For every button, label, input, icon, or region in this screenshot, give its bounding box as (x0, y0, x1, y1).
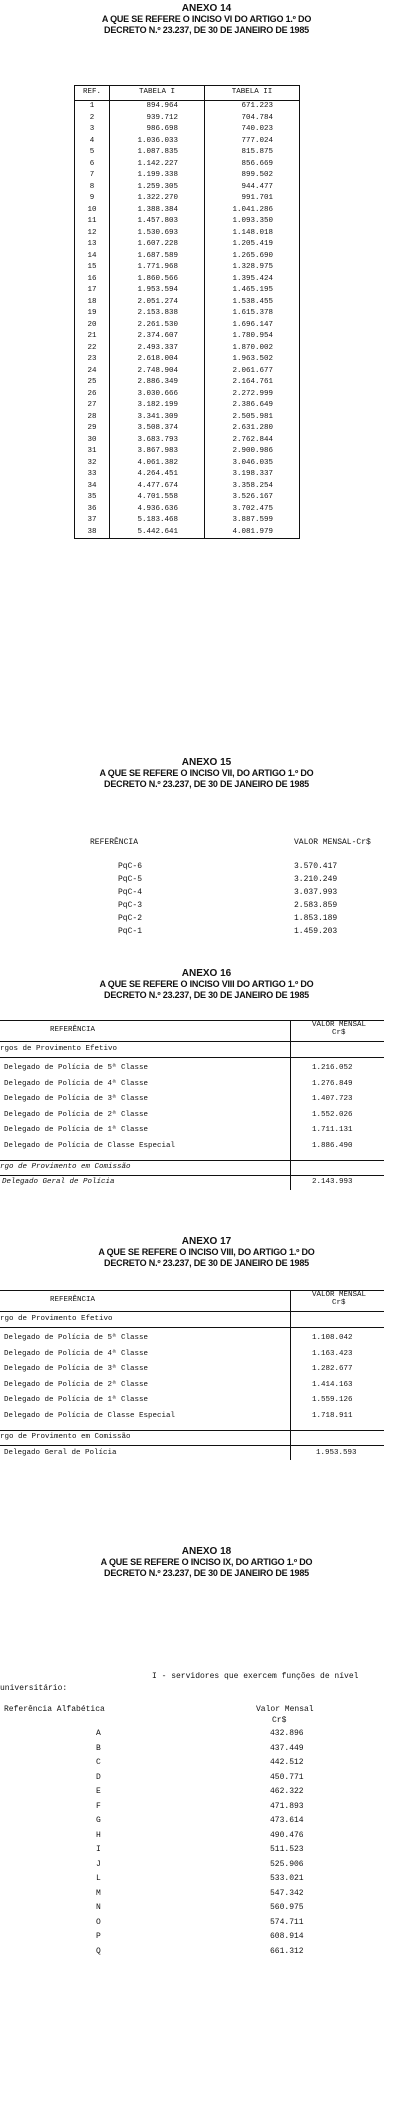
list-item-letter: J (96, 1859, 101, 1869)
table-row-label: Delegado de Polícia de 3ª Classe (4, 1365, 149, 1373)
tabela-1-cell: 1.322.270 (110, 193, 205, 205)
tabela-2-cell: 1.093.350 (205, 216, 300, 228)
table-row (75, 492, 300, 504)
list-item-valor: 462.322 (270, 1787, 304, 1796)
table-row-value: 1.711.131 (312, 1126, 353, 1134)
tabela-1-cell: 2.374.607 (110, 331, 205, 343)
anexo17-commission-value: 1.953.593 (316, 1449, 357, 1457)
tabela-2-cell: 1.963.502 (205, 354, 300, 366)
table-row (75, 446, 300, 458)
tabela-2-cell: 815.875 (205, 147, 300, 159)
table-row (75, 113, 300, 125)
list-item-valor: 1.459.203 (294, 927, 338, 936)
table-row (75, 481, 300, 493)
ref-cell: 13 (75, 239, 110, 251)
anexo18-intro-2: universitário: (0, 1684, 68, 1693)
ref-cell: 3 (75, 124, 110, 136)
table-row (75, 515, 300, 527)
table-row (75, 400, 300, 412)
table-row (75, 285, 300, 297)
table-row (75, 366, 300, 378)
tabela-2-cell: 1.265.690 (205, 251, 300, 263)
tabela-2-cell: 3.198.337 (205, 469, 300, 481)
list-item-valor: 473.614 (270, 1816, 304, 1825)
table-row (75, 124, 300, 136)
ref-cell: 20 (75, 320, 110, 332)
table-row-value: 1.414.163 (312, 1380, 353, 1389)
tabela-2-cell: 2.272.999 (205, 389, 300, 401)
list-item-valor: 547.342 (270, 1888, 304, 1898)
list-item-referencia: PqC-2 (118, 914, 143, 923)
tabela-2-cell: 2.762.844 (205, 435, 300, 447)
anexo15-heading (0, 757, 413, 790)
table-row-label: Delegado de Polícia de 5ª Classe (4, 1334, 149, 1342)
tabela-1-cell: 2.153.838 (110, 308, 205, 320)
ref-cell: 29 (75, 423, 110, 435)
table-row (75, 423, 300, 435)
anexo17-section-comissao: rgo de Provimento em Comissão (0, 1433, 131, 1441)
anexo18-subtitle-2: DECRETO N.º 23.237, DE 30 DE JANEIRO DE 1985 (104, 1568, 309, 1578)
table-row (75, 216, 300, 228)
tabela-2-cell: 1.696.147 (205, 320, 300, 332)
anexo18-heading (0, 1546, 413, 1579)
tabela-1-cell: 2.261.530 (110, 320, 205, 332)
anexo17-commission-label: Delegado Geral de Polícia (4, 1449, 117, 1457)
ref-cell: 16 (75, 274, 110, 286)
list-item-valor: 560.975 (270, 1903, 304, 1912)
tabela-1-cell: 1.953.594 (110, 285, 205, 297)
anexo16-commission-label: Delegado Geral de Polícia (2, 1178, 115, 1186)
list-item-letter: L (96, 1874, 101, 1883)
ref-cell: 24 (75, 366, 110, 378)
ref-cell: 33 (75, 469, 110, 481)
tabela-2-cell: 1.465.195 (205, 285, 300, 297)
list-item-valor: 471.893 (270, 1801, 304, 1811)
anexo16-heading (0, 968, 413, 1001)
tabela-1-cell: 3.182.199 (110, 400, 205, 412)
tabela-1-cell: 5.442.641 (110, 527, 205, 539)
ref-cell: 25 (75, 377, 110, 389)
ref-cell: 22 (75, 343, 110, 355)
tabela-1-cell: 2.493.337 (110, 343, 205, 355)
ref-cell: 18 (75, 297, 110, 309)
tabela-1-cell: 939.712 (110, 113, 205, 125)
table-row (75, 205, 300, 217)
tabela-2-cell: 2.631.280 (205, 423, 300, 435)
list-item-letter: N (96, 1903, 101, 1912)
tabela-1-cell: 894.964 (110, 101, 205, 113)
tabela-1-cell: 1.771.968 (110, 262, 205, 274)
anexo15-subtitle-2: DECRETO N.º 23.237, DE 30 DE JANEIRO DE 1985 (104, 779, 309, 789)
tabela-2-cell: 2.164.761 (205, 377, 300, 389)
tabela-1-cell: 4.061.382 (110, 458, 205, 470)
tabela-1-cell: 3.030.666 (110, 389, 205, 401)
anexo17-title: ANEXO 17 (181, 1236, 232, 1247)
table-row-label: Delegado de Polícia de Classe Especial (4, 1411, 176, 1420)
tabela-2-cell: 671.223 (205, 101, 300, 113)
list-item-valor: 432.896 (270, 1729, 304, 1738)
tabela-1-cell: 1.607.228 (110, 239, 205, 251)
tabela-1-cell: 1.259.305 (110, 182, 205, 194)
list-item-letter: P (96, 1932, 101, 1941)
tabela-1-cell: 4.264.451 (110, 469, 205, 481)
tabela-1-cell: 986.698 (110, 124, 205, 136)
list-item-letter: O (96, 1917, 101, 1927)
tabela-1-cell: 1.036.033 (110, 136, 205, 148)
tabela-1-cell: 5.183.468 (110, 515, 205, 527)
list-item-valor: 574.711 (270, 1917, 304, 1927)
table-row-value: 1.718.911 (312, 1411, 353, 1420)
ref-cell: 35 (75, 492, 110, 504)
ref-cell: 38 (75, 527, 110, 539)
table-row (75, 331, 300, 343)
tabela-1-cell: 1.388.384 (110, 205, 205, 217)
tabela-2-cell: 1.041.286 (205, 205, 300, 217)
list-item-valor: 442.512 (270, 1758, 304, 1767)
anexo14-heading (0, 3, 413, 36)
tabela-1-cell: 1.530.693 (110, 228, 205, 240)
anexo17-section-efetivo: rgo de Provimento Efetivo (0, 1315, 113, 1323)
list-item-valor: 661.312 (270, 1946, 304, 1956)
table-row-value: 1.163.423 (312, 1349, 353, 1358)
anexo14-table (74, 85, 300, 539)
table-row-label: Delegado de Polícia de 1ª Classe (4, 1126, 149, 1134)
tabela-2-cell: 1.328.975 (205, 262, 300, 274)
tabela-2-cell: 3.358.254 (205, 481, 300, 493)
anexo18-intro-1: I - servidores que exercem funções de nível (152, 1672, 359, 1681)
table-row (75, 101, 300, 113)
tabela-2-cell: 1.395.424 (205, 274, 300, 286)
table-row (75, 504, 300, 516)
list-item-valor: 511.523 (270, 1845, 304, 1854)
anexo18-col-valor: Valor Mensal (256, 1705, 314, 1714)
anexo15-col-valor: VALOR MENSAL-Cr$ (294, 838, 371, 847)
ref-cell: 23 (75, 354, 110, 366)
tabela-2-cell: 1.538.455 (205, 297, 300, 309)
tabela-1-cell: 3.508.374 (110, 423, 205, 435)
list-item-valor: 3.210.249 (294, 875, 338, 884)
ref-cell: 31 (75, 446, 110, 458)
table-row-label: Delegado de Polícia de 3ª Classe (4, 1095, 149, 1103)
tabela-2-cell: 899.502 (205, 170, 300, 182)
tabela-1-cell: 2.886.349 (110, 377, 205, 389)
col-header-ref: REF. (75, 86, 110, 101)
anexo16-subtitle-2: DECRETO N.º 23.237, DE 30 DE JANEIRO DE 1985 (104, 990, 309, 1000)
ref-cell: 27 (75, 400, 110, 412)
table-row-value: 1.282.677 (312, 1365, 353, 1373)
table-row-value: 1.559.126 (312, 1396, 353, 1404)
ref-cell: 8 (75, 182, 110, 194)
list-item-letter: A (96, 1729, 101, 1738)
anexo14-subtitle-1: A QUE SE REFERE O INCISO VI DO ARTIGO 1.º DO (101, 14, 312, 24)
table-row-value: 1.886.490 (312, 1141, 353, 1150)
table-row-value: 1.407.723 (312, 1095, 353, 1103)
list-item-letter: C (96, 1758, 101, 1767)
list-item-valor: 437.449 (270, 1743, 304, 1753)
list-item-letter: B (96, 1743, 101, 1753)
list-item-valor: 3.570.417 (294, 862, 338, 871)
list-item-valor: 533.021 (270, 1874, 304, 1883)
tabela-1-cell: 4.936.636 (110, 504, 205, 516)
table-row (75, 343, 300, 355)
tabela-2-cell: 3.526.167 (205, 492, 300, 504)
ref-cell: 28 (75, 412, 110, 424)
table-row-value: 1.276.849 (312, 1079, 353, 1088)
list-item-letter: F (96, 1801, 101, 1811)
table-row (75, 228, 300, 240)
list-item-valor: 525.906 (270, 1859, 304, 1869)
tabela-2-cell: 856.669 (205, 159, 300, 171)
table-row-label: Delegado de Polícia de 5ª Classe (4, 1064, 149, 1072)
col-header-tabela-1: TABELA I (110, 86, 205, 101)
anexo14-subtitle-2: DECRETO N.º 23.237, DE 30 DE JANEIRO DE 1985 (104, 25, 309, 35)
table-row (75, 274, 300, 286)
table-row-label: Delegado de Polícia de 2ª Classe (4, 1110, 149, 1119)
tabela-2-cell: 1.148.018 (205, 228, 300, 240)
list-item-letter: I (96, 1845, 101, 1854)
anexo17-col-valor: VALOR MENSAL (312, 1291, 367, 1299)
table-row-value: 1.552.026 (312, 1110, 353, 1119)
anexo16-col-valor-unit: Cr$ (332, 1029, 346, 1037)
list-item-letter: D (96, 1772, 101, 1782)
anexo15-subtitle-1: A QUE SE REFERE O INCISO VII, DO ARTIGO 1.º DO (99, 768, 314, 778)
table-row (75, 262, 300, 274)
table-row (75, 527, 300, 539)
list-item-referencia: PqC-3 (118, 901, 143, 910)
table-row (75, 251, 300, 263)
table-row (75, 136, 300, 148)
tabela-2-cell: 1.780.954 (205, 331, 300, 343)
anexo16-col-valor: VALOR MENSAL (312, 1021, 367, 1029)
tabela-2-cell: 3.887.599 (205, 515, 300, 527)
table-row (75, 469, 300, 481)
anexo18-subtitle-1: A QUE SE REFERE O INCISO IX, DO ARTIGO 1.º DO (100, 1557, 313, 1567)
list-item-letter: E (96, 1787, 101, 1796)
table-row (75, 159, 300, 171)
ref-cell: 10 (75, 205, 110, 217)
tabela-1-cell: 3.683.793 (110, 435, 205, 447)
anexo17-heading (0, 1236, 413, 1269)
table-row (75, 170, 300, 182)
tabela-2-cell: 1.615.378 (205, 308, 300, 320)
table-row-label: Delegado de Polícia de 1ª Classe (4, 1396, 149, 1404)
tabela-2-cell: 1.870.002 (205, 343, 300, 355)
ref-cell: 5 (75, 147, 110, 159)
list-item-referencia: PqC-1 (118, 927, 143, 936)
tabela-1-cell: 3.867.983 (110, 446, 205, 458)
anexo16-title: ANEXO 16 (181, 968, 232, 979)
tabela-2-cell: 3.702.475 (205, 504, 300, 516)
list-item-valor: 450.771 (270, 1772, 304, 1782)
ref-cell: 34 (75, 481, 110, 493)
tabela-1-cell: 1.199.338 (110, 170, 205, 182)
ref-cell: 12 (75, 228, 110, 240)
table-row (75, 193, 300, 205)
tabela-2-cell: 991.701 (205, 193, 300, 205)
ref-cell: 7 (75, 170, 110, 182)
anexo16-table (0, 1020, 384, 1190)
tabela-2-cell: 1.205.419 (205, 239, 300, 251)
tabela-1-cell: 1.457.803 (110, 216, 205, 228)
tabela-1-cell: 1.142.227 (110, 159, 205, 171)
tabela-1-cell: 3.341.309 (110, 412, 205, 424)
anexo15-title: ANEXO 15 (181, 757, 232, 768)
ref-cell: 2 (75, 113, 110, 125)
tabela-1-cell: 4.701.558 (110, 492, 205, 504)
ref-cell: 15 (75, 262, 110, 274)
ref-cell: 36 (75, 504, 110, 516)
table-row (75, 412, 300, 424)
list-item-referencia: PqC-5 (118, 875, 143, 884)
list-item-valor: 1.853.189 (294, 914, 338, 923)
anexo17-subtitle-1: A QUE SE REFERE O INCISO VIII, DO ARTIGO 1.º DO (98, 1247, 315, 1257)
list-item-referencia: PqC-6 (118, 862, 143, 871)
anexo16-col-referencia: REFERÊNCIA (50, 1026, 96, 1034)
list-item-referencia: PqC-4 (118, 888, 143, 897)
list-item-valor: 3.037.993 (294, 888, 338, 897)
table-row (75, 377, 300, 389)
table-row (75, 297, 300, 309)
anexo17-table (0, 1290, 384, 1460)
tabela-2-cell: 4.081.979 (205, 527, 300, 539)
table-header-row (75, 86, 300, 101)
tabela-1-cell: 2.051.274 (110, 297, 205, 309)
anexo16-section-comissao: rgo de Provimento em Comissão (0, 1163, 131, 1171)
tabela-1-cell: 2.748.904 (110, 366, 205, 378)
ref-cell: 32 (75, 458, 110, 470)
ref-cell: 21 (75, 331, 110, 343)
col-header-tabela-2: TABELA II (205, 86, 300, 101)
anexo17-subtitle-2: DECRETO N.º 23.237, DE 30 DE JANEIRO DE 1985 (104, 1258, 309, 1268)
tabela-2-cell: 740.023 (205, 124, 300, 136)
tabela-2-cell: 777.024 (205, 136, 300, 148)
anexo18-title: ANEXO 18 (181, 1546, 232, 1557)
ref-cell: 19 (75, 308, 110, 320)
table-row (75, 389, 300, 401)
tabela-2-cell: 944.477 (205, 182, 300, 194)
ref-cell: 4 (75, 136, 110, 148)
list-item-valor: 490.476 (270, 1830, 304, 1840)
tabela-2-cell: 704.784 (205, 113, 300, 125)
table-row (75, 239, 300, 251)
anexo14-title: ANEXO 14 (181, 3, 232, 14)
tabela-1-cell: 1.087.835 (110, 147, 205, 159)
tabela-1-cell: 1.860.566 (110, 274, 205, 286)
ref-cell: 9 (75, 193, 110, 205)
anexo15-col-referencia: REFERÊNCIA (90, 838, 139, 847)
anexo16-commission-value: 2.143.993 (312, 1178, 353, 1186)
table-row (75, 308, 300, 320)
anexo16-section-efetivo: rgos de Provimento Efetivo (0, 1045, 118, 1053)
anexo16-subtitle-1: A QUE SE REFERE O INCISO VIII DO ARTIGO 1.º DO (99, 979, 314, 989)
table-row (75, 458, 300, 470)
table-row (75, 354, 300, 366)
table-row (75, 147, 300, 159)
list-item-valor: 2.583.859 (294, 901, 338, 910)
table-row-label: Delegado de Polícia de 4ª Classe (4, 1349, 149, 1358)
tabela-2-cell: 2.505.981 (205, 412, 300, 424)
table-row-label: Delegado de Polícia de 4ª Classe (4, 1079, 149, 1088)
table-row-value: 1.216.052 (312, 1064, 353, 1072)
ref-cell: 17 (75, 285, 110, 297)
anexo17-col-valor-unit: Cr$ (332, 1299, 346, 1307)
list-item-letter: H (96, 1830, 101, 1840)
table-row (75, 182, 300, 194)
table-row-label: Delegado de Polícia de 2ª Classe (4, 1380, 149, 1389)
ref-cell: 26 (75, 389, 110, 401)
tabela-1-cell: 1.687.589 (110, 251, 205, 263)
tabela-2-cell: 2.386.649 (205, 400, 300, 412)
anexo17-col-referencia: REFERÊNCIA (50, 1296, 96, 1304)
ref-cell: 11 (75, 216, 110, 228)
tabela-1-cell: 4.477.674 (110, 481, 205, 493)
list-item-letter: G (96, 1816, 101, 1825)
table-row-label: Delegado de Polícia de Classe Especial (4, 1141, 176, 1150)
table-row (75, 435, 300, 447)
tabela-2-cell: 2.061.677 (205, 366, 300, 378)
ref-cell: 30 (75, 435, 110, 447)
tabela-1-cell: 2.618.004 (110, 354, 205, 366)
table-row-value: 1.108.042 (312, 1334, 353, 1342)
ref-cell: 14 (75, 251, 110, 263)
anexo18-col-referencia: Referência Alfabética (4, 1705, 105, 1714)
list-item-letter: M (96, 1888, 101, 1898)
ref-cell: 1 (75, 101, 110, 113)
tabela-2-cell: 2.900.986 (205, 446, 300, 458)
ref-cell: 37 (75, 515, 110, 527)
tabela-2-cell: 3.046.035 (205, 458, 300, 470)
table-row (75, 320, 300, 332)
anexo18-col-valor-unit: Cr$ (272, 1716, 287, 1725)
list-item-valor: 608.914 (270, 1932, 304, 1941)
ref-cell: 6 (75, 159, 110, 171)
list-item-letter: Q (96, 1946, 101, 1956)
